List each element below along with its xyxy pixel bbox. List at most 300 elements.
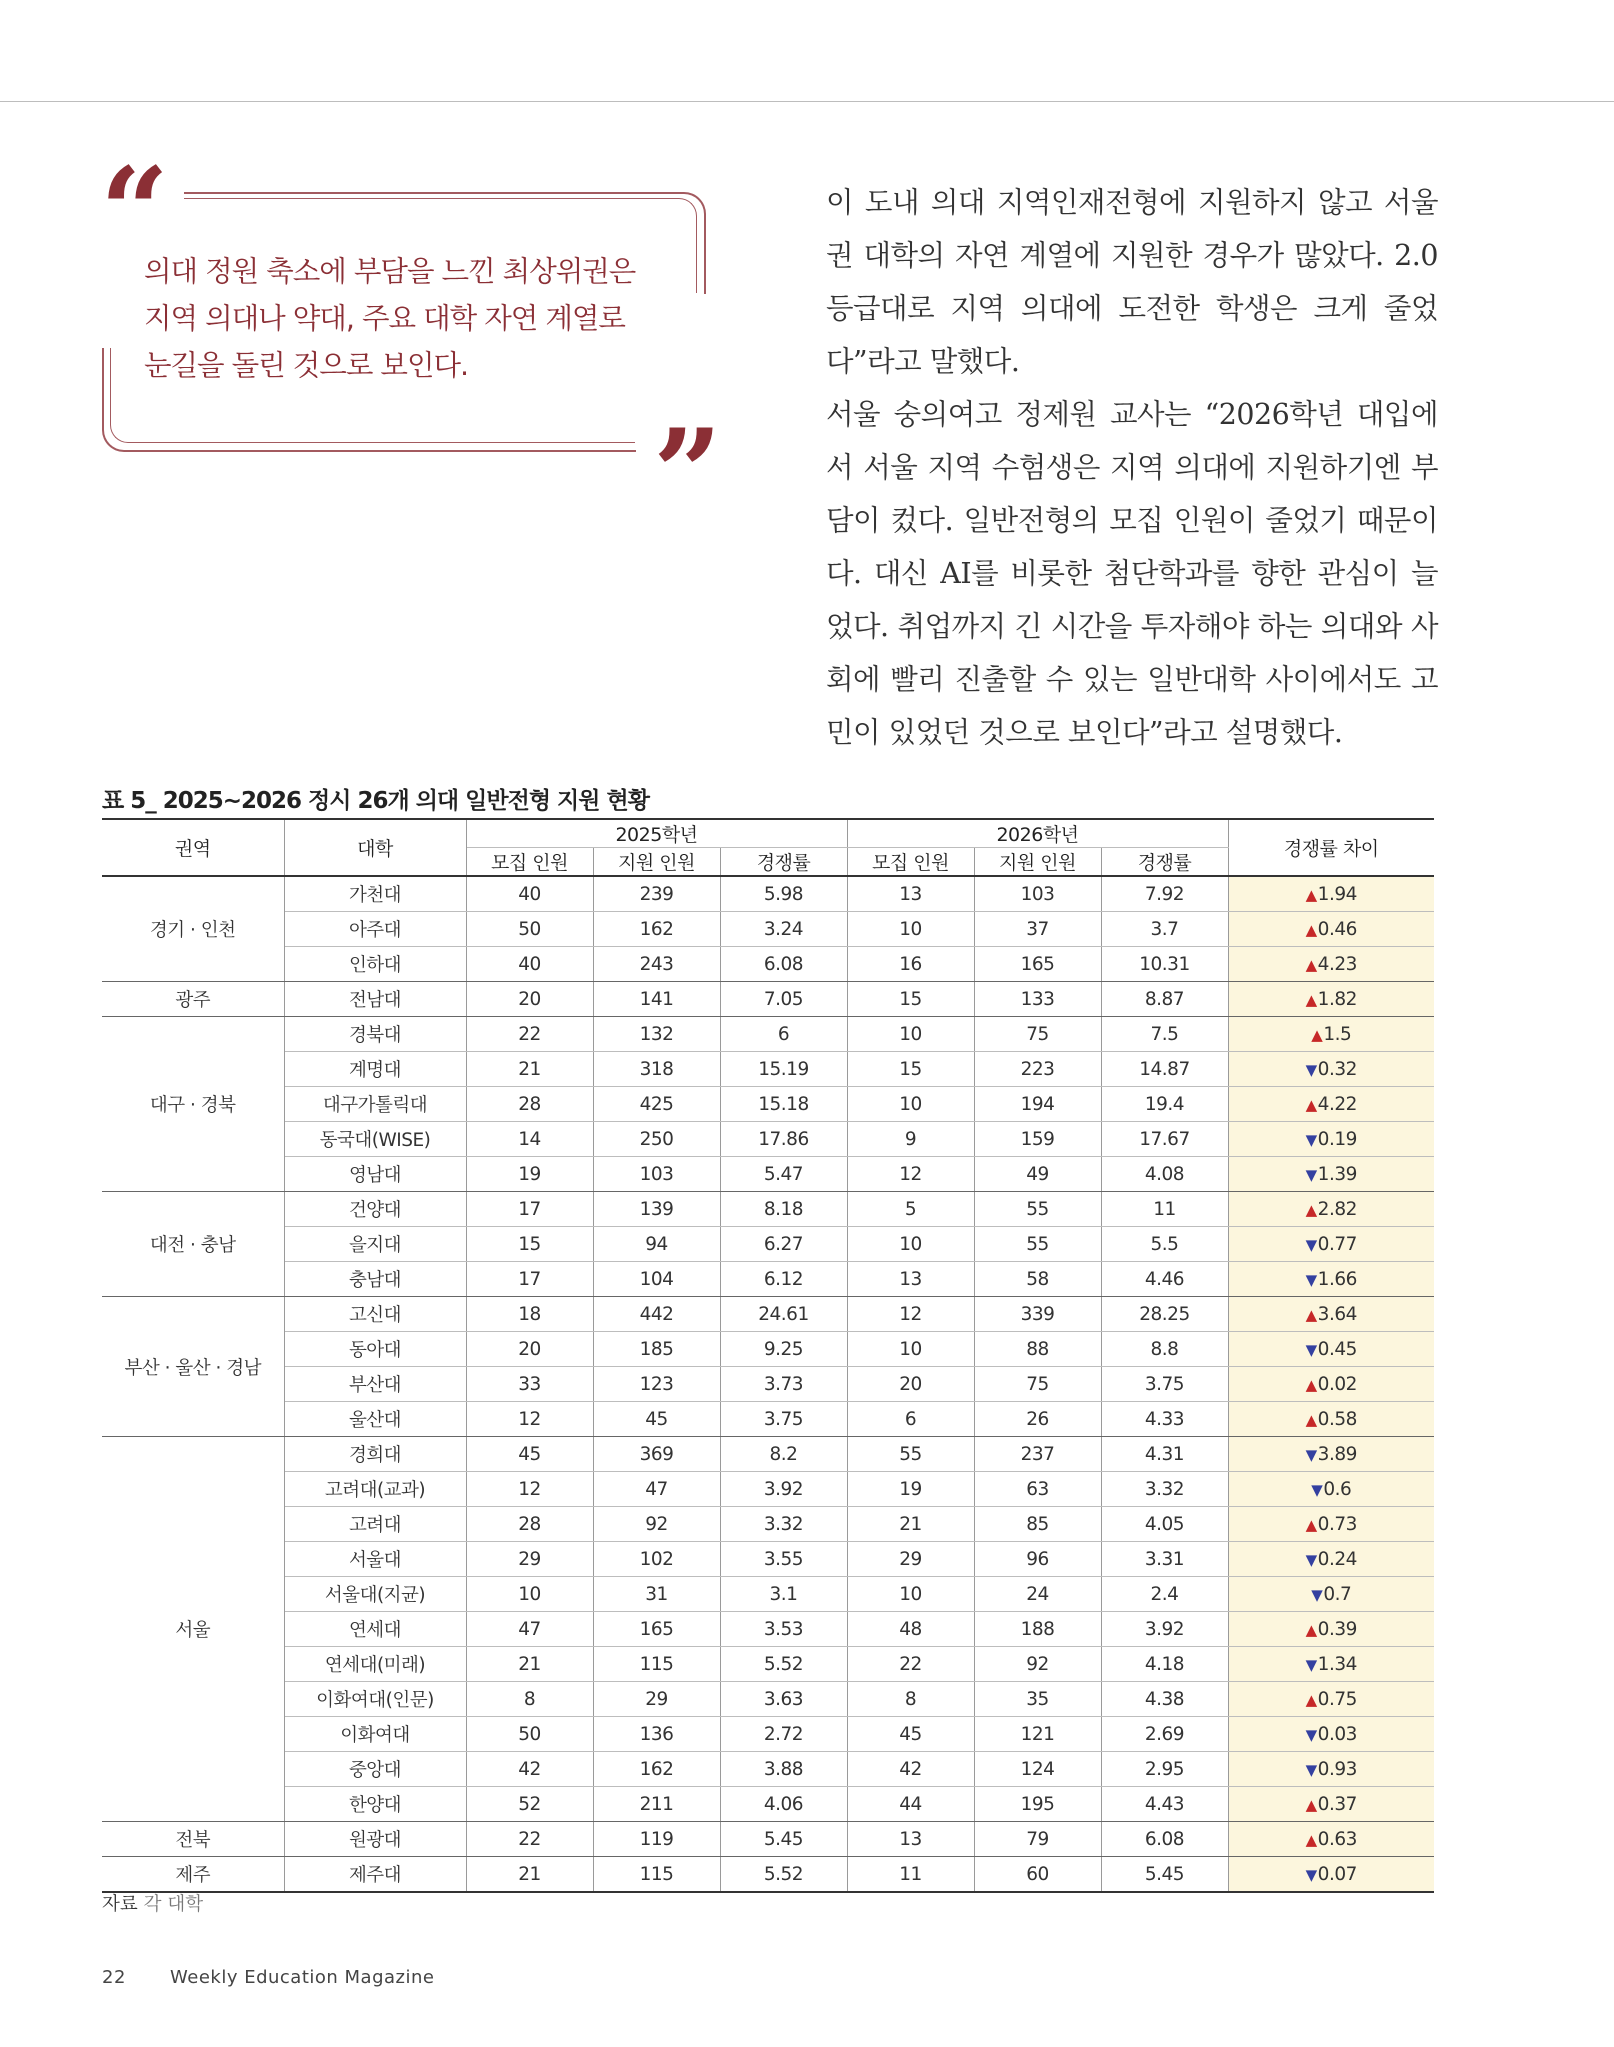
ratio-diff-cell: [1228, 1402, 1434, 1437]
quota-2026-cell: 44: [847, 1787, 974, 1822]
ratio-2025-cell: 3.88: [720, 1752, 847, 1787]
ratio-diff-value: 0.46: [1317, 918, 1357, 940]
ratio-2025-cell: 7.05: [720, 982, 847, 1017]
applicants-2026-cell: 159: [974, 1122, 1101, 1157]
applicants-2025-cell: 239: [593, 876, 720, 912]
quota-2026-cell: 19: [847, 1472, 974, 1507]
ratio-2026-cell: 3.75: [1101, 1367, 1228, 1402]
applicants-2025-cell: 211: [593, 1787, 720, 1822]
applicants-2025-cell: 119: [593, 1822, 720, 1857]
ratio-diff-value: 0.24: [1317, 1548, 1357, 1570]
arrow-up-icon: ▲: [1311, 1025, 1323, 1044]
table-row: [102, 1087, 1434, 1122]
pull-quote-line: 의대 정원 축소에 부담을 느낀 최상위권은: [144, 255, 636, 288]
ratio-diff-value: 1.5: [1323, 1023, 1352, 1045]
university-cell: 계명대: [284, 1052, 466, 1087]
ratio-diff-cell: [1228, 1262, 1434, 1297]
quota-2026-cell: 10: [847, 1332, 974, 1367]
ratio-diff-value: 4.23: [1317, 953, 1357, 975]
ratio-diff-cell: [1228, 1752, 1434, 1787]
source-label: 자료: [102, 1894, 138, 1915]
applicants-2026-cell: 124: [974, 1752, 1101, 1787]
table-row: [102, 1017, 1434, 1052]
applicants-2026-cell: 63: [974, 1472, 1101, 1507]
ratio-diff-cell: [1228, 1227, 1434, 1262]
pull-quote-line: 눈길을 돌린 것으로 보인다.: [144, 349, 469, 382]
header-applicants-2025: 지원 인원: [593, 848, 720, 877]
table-body: [102, 876, 1434, 1892]
table-row: [102, 1647, 1434, 1682]
ratio-diff-cell: [1228, 1857, 1434, 1893]
ratio-diff-cell: [1228, 1507, 1434, 1542]
ratio-diff-cell: [1228, 1612, 1434, 1647]
university-cell: 인하대: [284, 947, 466, 982]
ratio-diff-value: 1.34: [1317, 1653, 1357, 1675]
arrow-down-icon: ▼: [1305, 1130, 1317, 1149]
applicants-2026-cell: 188: [974, 1612, 1101, 1647]
quota-2025-cell: 21: [466, 1052, 593, 1087]
university-cell: 전남대: [284, 982, 466, 1017]
header-ratio-2026: 경쟁률: [1101, 848, 1228, 877]
ratio-2026-cell: 8.87: [1101, 982, 1228, 1017]
applicants-2026-cell: 103: [974, 876, 1101, 912]
university-cell: 아주대: [284, 912, 466, 947]
header-year-2026: 2026학년: [847, 819, 1228, 848]
arrow-up-icon: ▲: [1305, 1095, 1317, 1114]
ratio-diff-value: 1.66: [1317, 1268, 1357, 1290]
table-row: [102, 1577, 1434, 1612]
region-cell: 대구 · 경북: [102, 1017, 284, 1192]
arrow-down-icon: ▼: [1305, 1760, 1317, 1779]
ratio-2025-cell: 3.92: [720, 1472, 847, 1507]
ratio-2026-cell: 7.5: [1101, 1017, 1228, 1052]
university-cell: 이화여대: [284, 1717, 466, 1752]
applicants-2026-cell: 339: [974, 1297, 1101, 1332]
ratio-diff-value: 3.89: [1317, 1443, 1357, 1465]
ratio-diff-value: 0.63: [1317, 1828, 1357, 1850]
ratio-diff-cell: [1228, 1647, 1434, 1682]
admissions-table: [102, 818, 1434, 1893]
header-university: 대학: [284, 819, 466, 876]
ratio-diff-cell: [1228, 1472, 1434, 1507]
ratio-2025-cell: 5.47: [720, 1157, 847, 1192]
ratio-diff-value: 0.32: [1317, 1058, 1357, 1080]
ratio-2025-cell: 3.1: [720, 1577, 847, 1612]
ratio-2026-cell: 4.38: [1101, 1682, 1228, 1717]
ratio-2026-cell: 4.31: [1101, 1437, 1228, 1472]
quota-2025-cell: 29: [466, 1542, 593, 1577]
ratio-2026-cell: 4.08: [1101, 1157, 1228, 1192]
ratio-2026-cell: 14.87: [1101, 1052, 1228, 1087]
quota-2026-cell: 9: [847, 1122, 974, 1157]
ratio-2025-cell: 3.53: [720, 1612, 847, 1647]
quota-2026-cell: 10: [847, 1087, 974, 1122]
header-ratio-2025: 경쟁률: [720, 848, 847, 877]
table-row: [102, 1857, 1434, 1893]
arrow-up-icon: ▲: [1305, 990, 1317, 1009]
ratio-2025-cell: 5.45: [720, 1822, 847, 1857]
arrow-down-icon: ▼: [1305, 1235, 1317, 1254]
table-title: 표 5_ 2025~2026 정시 26개 의대 일반전형 지원 현황: [102, 788, 649, 814]
page-footer: [102, 1967, 434, 1988]
ratio-2025-cell: 6.27: [720, 1227, 847, 1262]
applicants-2026-cell: 92: [974, 1647, 1101, 1682]
ratio-2025-cell: 17.86: [720, 1122, 847, 1157]
quota-2025-cell: 10: [466, 1577, 593, 1612]
quota-2025-cell: 20: [466, 1332, 593, 1367]
ratio-2025-cell: 5.52: [720, 1647, 847, 1682]
page-number: 22: [102, 1967, 126, 1988]
quota-2026-cell: 12: [847, 1297, 974, 1332]
applicants-2025-cell: 243: [593, 947, 720, 982]
quota-2025-cell: 18: [466, 1297, 593, 1332]
quota-2025-cell: 47: [466, 1612, 593, 1647]
ratio-2026-cell: 2.95: [1101, 1752, 1228, 1787]
ratio-2026-cell: 5.5: [1101, 1227, 1228, 1262]
ratio-diff-cell: [1228, 1087, 1434, 1122]
arrow-down-icon: ▼: [1305, 1340, 1317, 1359]
university-cell: 부산대: [284, 1367, 466, 1402]
quota-2025-cell: 14: [466, 1122, 593, 1157]
ratio-2026-cell: 4.43: [1101, 1787, 1228, 1822]
region-cell: 서울: [102, 1437, 284, 1822]
applicants-2026-cell: 96: [974, 1542, 1101, 1577]
region-cell: 경기 · 인천: [102, 876, 284, 982]
applicants-2025-cell: 318: [593, 1052, 720, 1087]
university-cell: 대구가톨릭대: [284, 1087, 466, 1122]
ratio-diff-cell: [1228, 1437, 1434, 1472]
applicants-2025-cell: 92: [593, 1507, 720, 1542]
arrow-down-icon: ▼: [1305, 1445, 1317, 1464]
applicants-2026-cell: 237: [974, 1437, 1101, 1472]
ratio-2026-cell: 28.25: [1101, 1297, 1228, 1332]
quota-2026-cell: 13: [847, 1822, 974, 1857]
university-cell: 제주대: [284, 1857, 466, 1893]
ratio-2026-cell: 3.92: [1101, 1612, 1228, 1647]
applicants-2025-cell: 29: [593, 1682, 720, 1717]
arrow-down-icon: ▼: [1305, 1655, 1317, 1674]
publication-name: Weekly Education Magazine: [170, 1967, 435, 1988]
university-cell: 원광대: [284, 1822, 466, 1857]
quota-2026-cell: 15: [847, 982, 974, 1017]
university-cell: 을지대: [284, 1227, 466, 1262]
arrow-down-icon: ▼: [1311, 1480, 1323, 1499]
quota-2025-cell: 17: [466, 1262, 593, 1297]
arrow-down-icon: ▼: [1305, 1060, 1317, 1079]
applicants-2025-cell: 162: [593, 1752, 720, 1787]
table-row: [102, 982, 1434, 1017]
ratio-diff-cell: [1228, 912, 1434, 947]
arrow-up-icon: ▲: [1305, 1515, 1317, 1534]
applicants-2025-cell: 136: [593, 1717, 720, 1752]
applicants-2025-cell: 115: [593, 1857, 720, 1893]
university-cell: 고려대: [284, 1507, 466, 1542]
pull-quote-text: [144, 248, 684, 389]
ratio-diff-value: 1.82: [1317, 988, 1357, 1010]
quota-2026-cell: 55: [847, 1437, 974, 1472]
applicants-2025-cell: 45: [593, 1402, 720, 1437]
ratio-2026-cell: 19.4: [1101, 1087, 1228, 1122]
ratio-diff-cell: [1228, 1297, 1434, 1332]
table-row: [102, 912, 1434, 947]
applicants-2026-cell: 79: [974, 1822, 1101, 1857]
body-paragraph: 이 도내 의대 지역인재전형에 지원하지 않고 서울권 대학의 자연 계열에 지원한 경우가 많았다. 2.0등급대로 지역 의대에 도전한 학생은 크게 줄었다”라고 말했다.: [826, 186, 1438, 378]
ratio-diff-value: 1.94: [1317, 883, 1357, 905]
ratio-diff-cell: [1228, 1332, 1434, 1367]
ratio-2026-cell: 7.92: [1101, 876, 1228, 912]
university-cell: 이화여대(인문): [284, 1682, 466, 1717]
ratio-diff-cell: [1228, 947, 1434, 982]
table-row: [102, 1262, 1434, 1297]
table-row: [102, 1122, 1434, 1157]
arrow-down-icon: ▼: [1305, 1165, 1317, 1184]
applicants-2025-cell: 132: [593, 1017, 720, 1052]
applicants-2026-cell: 165: [974, 947, 1101, 982]
region-cell: 광주: [102, 982, 284, 1017]
ratio-diff-value: 0.6: [1323, 1478, 1352, 1500]
quota-2025-cell: 50: [466, 1717, 593, 1752]
applicants-2025-cell: 102: [593, 1542, 720, 1577]
ratio-2026-cell: 17.67: [1101, 1122, 1228, 1157]
quota-2025-cell: 19: [466, 1157, 593, 1192]
ratio-diff-value: 0.58: [1317, 1408, 1357, 1430]
table-row: [102, 1752, 1434, 1787]
table-row: [102, 1367, 1434, 1402]
table-row: [102, 1682, 1434, 1717]
ratio-2025-cell: 6: [720, 1017, 847, 1052]
table-row: [102, 1437, 1434, 1472]
ratio-diff-value: 1.39: [1317, 1163, 1357, 1185]
top-rule: [0, 101, 1614, 102]
table-row: [102, 1822, 1434, 1857]
quota-2025-cell: 52: [466, 1787, 593, 1822]
quota-2025-cell: 20: [466, 982, 593, 1017]
quota-2026-cell: 10: [847, 1227, 974, 1262]
ratio-diff-value: 0.03: [1317, 1723, 1357, 1745]
university-cell: 서울대: [284, 1542, 466, 1577]
ratio-2026-cell: 3.31: [1101, 1542, 1228, 1577]
quota-2025-cell: 22: [466, 1822, 593, 1857]
quota-2026-cell: 45: [847, 1717, 974, 1752]
applicants-2026-cell: 88: [974, 1332, 1101, 1367]
applicants-2026-cell: 75: [974, 1367, 1101, 1402]
ratio-diff-value: 0.93: [1317, 1758, 1357, 1780]
quota-2026-cell: 20: [847, 1367, 974, 1402]
applicants-2025-cell: 103: [593, 1157, 720, 1192]
quota-2026-cell: 10: [847, 1577, 974, 1612]
applicants-2026-cell: 60: [974, 1857, 1101, 1893]
table-row: [102, 947, 1434, 982]
ratio-diff-cell: [1228, 1192, 1434, 1227]
header-applicants-2026: 지원 인원: [974, 848, 1101, 877]
ratio-diff-value: 0.77: [1317, 1233, 1357, 1255]
ratio-2025-cell: 4.06: [720, 1787, 847, 1822]
quota-2026-cell: 29: [847, 1542, 974, 1577]
quota-2026-cell: 13: [847, 876, 974, 912]
ratio-2026-cell: 3.7: [1101, 912, 1228, 947]
ratio-2026-cell: 5.45: [1101, 1857, 1228, 1893]
ratio-diff-cell: [1228, 1682, 1434, 1717]
university-cell: 서울대(지균): [284, 1577, 466, 1612]
ratio-2025-cell: 5.52: [720, 1857, 847, 1893]
ratio-diff-cell: [1228, 1822, 1434, 1857]
applicants-2026-cell: 35: [974, 1682, 1101, 1717]
ratio-2025-cell: 3.55: [720, 1542, 847, 1577]
header-quota-2025: 모집 인원: [466, 848, 593, 877]
table-row: [102, 1717, 1434, 1752]
ratio-diff-value: 0.7: [1323, 1583, 1352, 1605]
arrow-up-icon: ▲: [1305, 1690, 1317, 1709]
ratio-2026-cell: 2.4: [1101, 1577, 1228, 1612]
quota-2026-cell: 6: [847, 1402, 974, 1437]
applicants-2026-cell: 55: [974, 1227, 1101, 1262]
table-row: [102, 1402, 1434, 1437]
arrow-up-icon: ▲: [1305, 1620, 1317, 1639]
arrow-up-icon: ▲: [1305, 1830, 1317, 1849]
ratio-diff-value: 0.02: [1317, 1373, 1357, 1395]
arrow-down-icon: ▼: [1305, 1550, 1317, 1569]
applicants-2025-cell: 369: [593, 1437, 720, 1472]
article-body: [826, 176, 1438, 759]
ratio-2025-cell: 6.12: [720, 1262, 847, 1297]
table-row: [102, 1157, 1434, 1192]
ratio-diff-cell: [1228, 1122, 1434, 1157]
quota-2025-cell: 45: [466, 1437, 593, 1472]
arrow-down-icon: ▼: [1305, 1865, 1317, 1884]
ratio-2025-cell: 3.32: [720, 1507, 847, 1542]
quota-2026-cell: 16: [847, 947, 974, 982]
region-cell: 대전 · 충남: [102, 1192, 284, 1297]
arrow-up-icon: ▲: [1305, 1200, 1317, 1219]
quota-2026-cell: 13: [847, 1262, 974, 1297]
applicants-2026-cell: 121: [974, 1717, 1101, 1752]
applicants-2025-cell: 94: [593, 1227, 720, 1262]
ratio-diff-cell: [1228, 1787, 1434, 1822]
quota-2026-cell: 15: [847, 1052, 974, 1087]
ratio-2025-cell: 8.18: [720, 1192, 847, 1227]
ratio-diff-value: 0.75: [1317, 1688, 1357, 1710]
applicants-2025-cell: 165: [593, 1612, 720, 1647]
university-cell: 울산대: [284, 1402, 466, 1437]
source-note: [102, 1890, 203, 1916]
arrow-up-icon: ▲: [1305, 885, 1317, 904]
arrow-down-icon: ▼: [1305, 1725, 1317, 1744]
arrow-down-icon: ▼: [1311, 1585, 1323, 1604]
ratio-diff-value: 3.64: [1317, 1303, 1357, 1325]
university-cell: 중앙대: [284, 1752, 466, 1787]
table-row: [102, 1472, 1434, 1507]
quota-2025-cell: 21: [466, 1857, 593, 1893]
quota-2026-cell: 10: [847, 912, 974, 947]
ratio-diff-value: 0.73: [1317, 1513, 1357, 1535]
applicants-2026-cell: 195: [974, 1787, 1101, 1822]
applicants-2026-cell: 26: [974, 1402, 1101, 1437]
arrow-up-icon: ▲: [1305, 920, 1317, 939]
quota-2026-cell: 22: [847, 1647, 974, 1682]
ratio-2026-cell: 4.18: [1101, 1647, 1228, 1682]
quota-2025-cell: 17: [466, 1192, 593, 1227]
ratio-2026-cell: 4.33: [1101, 1402, 1228, 1437]
ratio-diff-cell: [1228, 876, 1434, 912]
university-cell: 충남대: [284, 1262, 466, 1297]
applicants-2026-cell: 133: [974, 982, 1101, 1017]
quota-2025-cell: 40: [466, 876, 593, 912]
quota-2026-cell: 5: [847, 1192, 974, 1227]
header-year-2025: 2025학년: [466, 819, 847, 848]
quota-2025-cell: 22: [466, 1017, 593, 1052]
header-quota-2026: 모집 인원: [847, 848, 974, 877]
quota-2026-cell: 12: [847, 1157, 974, 1192]
ratio-diff-cell: [1228, 1367, 1434, 1402]
ratio-2026-cell: 4.05: [1101, 1507, 1228, 1542]
header-ratio-diff: 경쟁률 차이: [1228, 819, 1434, 876]
quota-2026-cell: 8: [847, 1682, 974, 1717]
ratio-diff-value: 4.22: [1317, 1093, 1357, 1115]
quota-2025-cell: 21: [466, 1647, 593, 1682]
university-cell: 경북대: [284, 1017, 466, 1052]
ratio-2025-cell: 6.08: [720, 947, 847, 982]
ratio-2025-cell: 3.63: [720, 1682, 847, 1717]
table-row: [102, 1297, 1434, 1332]
arrow-up-icon: ▲: [1305, 955, 1317, 974]
ratio-2025-cell: 3.24: [720, 912, 847, 947]
university-cell: 영남대: [284, 1157, 466, 1192]
university-cell: 가천대: [284, 876, 466, 912]
ratio-2026-cell: 4.46: [1101, 1262, 1228, 1297]
university-cell: 연세대(미래): [284, 1647, 466, 1682]
applicants-2025-cell: 115: [593, 1647, 720, 1682]
quota-2026-cell: 11: [847, 1857, 974, 1893]
ratio-diff-cell: [1228, 1157, 1434, 1192]
quota-2026-cell: 21: [847, 1507, 974, 1542]
arrow-up-icon: ▲: [1305, 1305, 1317, 1324]
ratio-2026-cell: 8.8: [1101, 1332, 1228, 1367]
ratio-2025-cell: 2.72: [720, 1717, 847, 1752]
ratio-diff-cell: [1228, 1052, 1434, 1087]
university-cell: 연세대: [284, 1612, 466, 1647]
applicants-2025-cell: 139: [593, 1192, 720, 1227]
university-cell: 고려대(교과): [284, 1472, 466, 1507]
region-cell: 전북: [102, 1822, 284, 1857]
applicants-2026-cell: 75: [974, 1017, 1101, 1052]
applicants-2025-cell: 250: [593, 1122, 720, 1157]
ratio-2025-cell: 15.19: [720, 1052, 847, 1087]
university-cell: 한양대: [284, 1787, 466, 1822]
quota-2026-cell: 48: [847, 1612, 974, 1647]
arrow-down-icon: ▼: [1305, 1270, 1317, 1289]
table-row: [102, 1052, 1434, 1087]
applicants-2026-cell: 24: [974, 1577, 1101, 1612]
applicants-2026-cell: 85: [974, 1507, 1101, 1542]
close-quote-icon: ”: [653, 403, 713, 544]
applicants-2026-cell: 194: [974, 1087, 1101, 1122]
table-row: [102, 1227, 1434, 1262]
header-region: 권역: [102, 819, 284, 876]
ratio-diff-cell: [1228, 982, 1434, 1017]
ratio-2025-cell: 9.25: [720, 1332, 847, 1367]
ratio-2026-cell: 11: [1101, 1192, 1228, 1227]
ratio-diff-value: 0.39: [1317, 1618, 1357, 1640]
quota-2025-cell: 28: [466, 1087, 593, 1122]
ratio-diff-cell: [1228, 1542, 1434, 1577]
region-cell: 부산 · 울산 · 경남: [102, 1297, 284, 1437]
quota-2026-cell: 10: [847, 1017, 974, 1052]
applicants-2025-cell: 442: [593, 1297, 720, 1332]
applicants-2026-cell: 49: [974, 1157, 1101, 1192]
applicants-2026-cell: 37: [974, 912, 1101, 947]
university-cell: 건양대: [284, 1192, 466, 1227]
ratio-diff-value: 0.45: [1317, 1338, 1357, 1360]
